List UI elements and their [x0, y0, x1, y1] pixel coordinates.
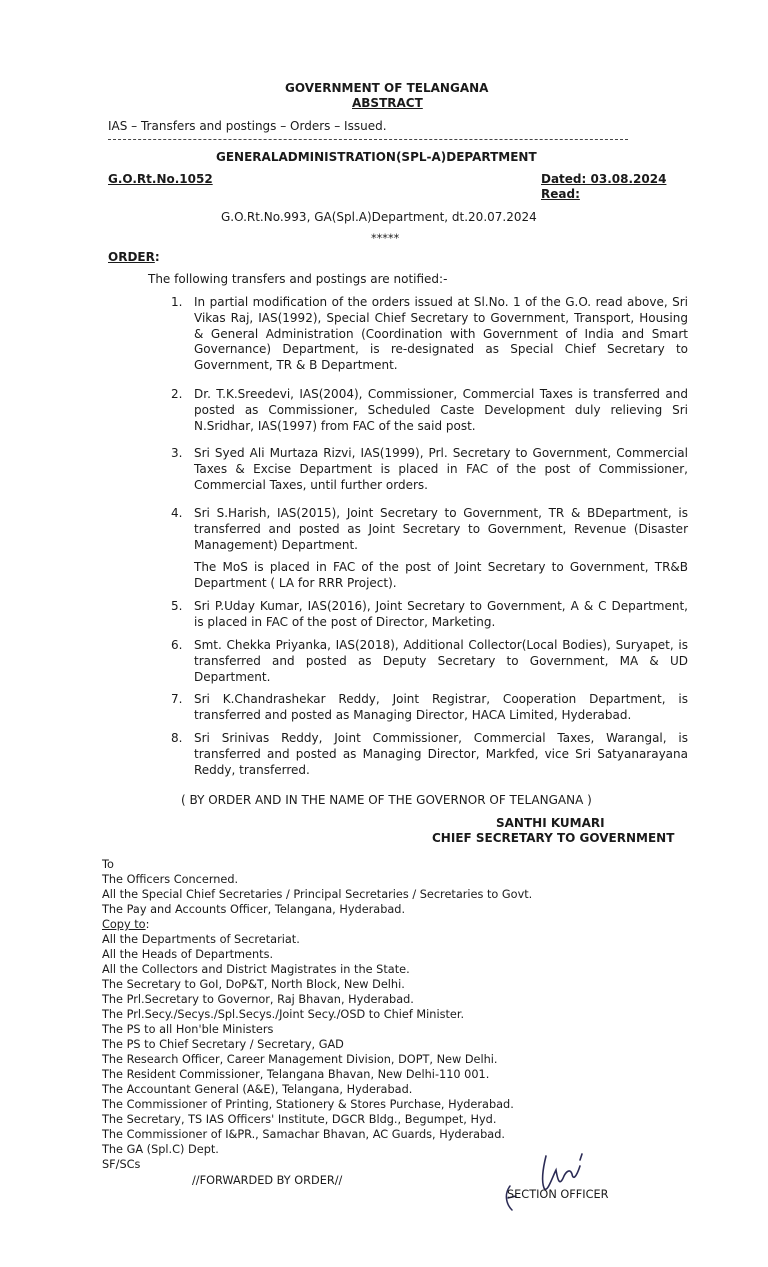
item-number: 3. [171, 446, 183, 460]
signatory-designation: CHIEF SECRETARY TO GOVERNMENT [432, 831, 675, 845]
item-number: 6. [171, 638, 183, 652]
copy-recipient: The Commissioner of I&PR., Samachar Bhavan, AC Guards, Hyderabad. [102, 1128, 505, 1141]
copy-recipient: The PS to Chief Secretary / Secretary, GAD [102, 1038, 344, 1051]
copy-recipient: The PS to all Hon'ble Ministers [102, 1023, 274, 1036]
copy-recipient: The Commissioner of Printing, Stationery & Stores Purchase, Hyderabad. [102, 1098, 514, 1111]
copy-recipient: The Accountant General (A&E), Telangana, Hyderabad. [102, 1083, 413, 1096]
copy-recipient: SF/SCs [102, 1158, 141, 1171]
recipient: The Officers Concerned. [102, 873, 239, 886]
item-number: 1. [171, 295, 183, 309]
copy-recipient: The Prl.Secretary to Governor, Raj Bhavan, Hyderabad. [102, 993, 414, 1006]
recipient: The Pay and Accounts Officer, Telangana, Hyderabad. [102, 903, 406, 916]
go-number: G.O.Rt.No.1052 [108, 172, 213, 186]
order-item-6: Smt. Chekka Priyanka, IAS(2018), Additional Collector(Local Bodies), Suryapet, is transferred and posted as Deputy Secretary to Government, MA & UD Department. [194, 638, 688, 684]
item-number: 8. [171, 731, 183, 745]
copy-recipient: All the Heads of Departments. [102, 948, 274, 961]
item-number: 4. [171, 506, 183, 520]
item-number: 2. [171, 387, 183, 401]
order-item-4: Sri S.Harish, IAS(2015), Joint Secretary to Government, TR & BDepartment, is transferred and posted as Joint Secretary to Government, Revenue (Disaster Management) Department. [194, 506, 688, 552]
reference-go: G.O.Rt.No.993, GA(Spl.A)Department, dt.20.07.2024 [221, 210, 537, 224]
subject-line: IAS – Transfers and postings – Orders – Issued. [108, 119, 387, 133]
copy-recipient: The GA (Spl.C) Dept. [102, 1143, 219, 1156]
signatory-name: SANTHI KUMARI [496, 816, 605, 830]
order-item-1: In partial modification of the orders issued at Sl.No. 1 of the G.O. read above, Sri Vikas Raj, IAS(1992), Special Chief Secretary to Government, Transport, Housing & General Administration (Coordination with Government of India and Smart Governance) Department, is re-designated as Special Chief Secretary to Government, TR & B Department. [194, 295, 688, 373]
read-label: Read: [541, 187, 580, 201]
order-item-7: Sri K.Chandrashekar Reddy, Joint Registrar, Cooperation Department, is transferred and posted as Managing Director, HACA Limited, Hyderabad. [194, 692, 688, 722]
abstract-title: ABSTRACT [352, 96, 423, 110]
dated: Dated: 03.08.2024 [541, 172, 667, 186]
item-number: 5. [171, 599, 183, 613]
copy-to-label: Copy to: [102, 918, 150, 931]
copy-recipient: The Secretary to GoI, DoP&T, North Block, New Delhi. [102, 978, 405, 991]
order-item-2: Dr. T.K.Sreedevi, IAS(2004), Commissioner, Commercial Taxes is transferred and posted as Commissioner, Scheduled Caste Development duly relieving Sri N.Sridhar, IAS(1997) from FAC of the said post. [194, 387, 688, 433]
order-item-5: Sri P.Uday Kumar, IAS(2016), Joint Secretary to Government, A & C Department, is placed in FAC of the post of Director, Marketing. [194, 599, 688, 629]
copy-recipient: The Prl.Secy./Secys./Spl.Secys./Joint Secy./OSD to Chief Minister. [102, 1008, 465, 1021]
order-item-8: Sri Srinivas Reddy, Joint Commissioner, Commercial Taxes, Warangal, is transferred and posted as Managing Director, Markfed, vice Sri Satyanarayana Reddy, transferred. [194, 731, 688, 777]
copy-recipient: The Research Officer, Career Management Division, DOPT, New Delhi. [102, 1053, 498, 1066]
dashed-separator [108, 139, 628, 140]
copy-recipient: The Secretary, TS IAS Officers' Institute, DGCR Bldg., Begumpet, Hyd. [102, 1113, 497, 1126]
stars-separator: ***** [371, 232, 400, 245]
forwarded-by-order: //FORWARDED BY ORDER// [192, 1174, 343, 1187]
order-item-3: Sri Syed Ali Murtaza Rizvi, IAS(1999), Prl. Secretary to Government, Commercial Taxes & Excise Department is placed in FAC of the post of Commissioner, Commercial Taxes, until further orders. [194, 446, 688, 492]
copy-recipient: All the Collectors and District Magistrates in the State. [102, 963, 410, 976]
handwritten-signature [496, 1148, 609, 1218]
section-officer: SECTION OFFICER [507, 1188, 609, 1201]
copy-recipient: The Resident Commissioner, Telangana Bhavan, New Delhi-110 001. [102, 1068, 490, 1081]
order-item-4-note: The MoS is placed in FAC of the post of Joint Secretary to Government, TR&B Department ( LA for RRR Project). [194, 560, 688, 590]
copy-recipient: All the Departments of Secretariat. [102, 933, 300, 946]
recipient: All the Special Chief Secretaries / Principal Secretaries / Secretaries to Govt. [102, 888, 533, 901]
department-name: GENERALADMINISTRATION(SPL-A)DEPARTMENT [216, 150, 537, 164]
item-number: 7. [171, 692, 183, 706]
government-title: GOVERNMENT OF TELANGANA [285, 81, 489, 95]
to-label: To [102, 858, 114, 871]
order-heading: ORDER: [108, 250, 160, 264]
order-intro: The following transfers and postings are notified:- [148, 272, 448, 286]
by-order-line: ( BY ORDER AND IN THE NAME OF THE GOVERNOR OF TELANGANA ) [181, 793, 592, 807]
